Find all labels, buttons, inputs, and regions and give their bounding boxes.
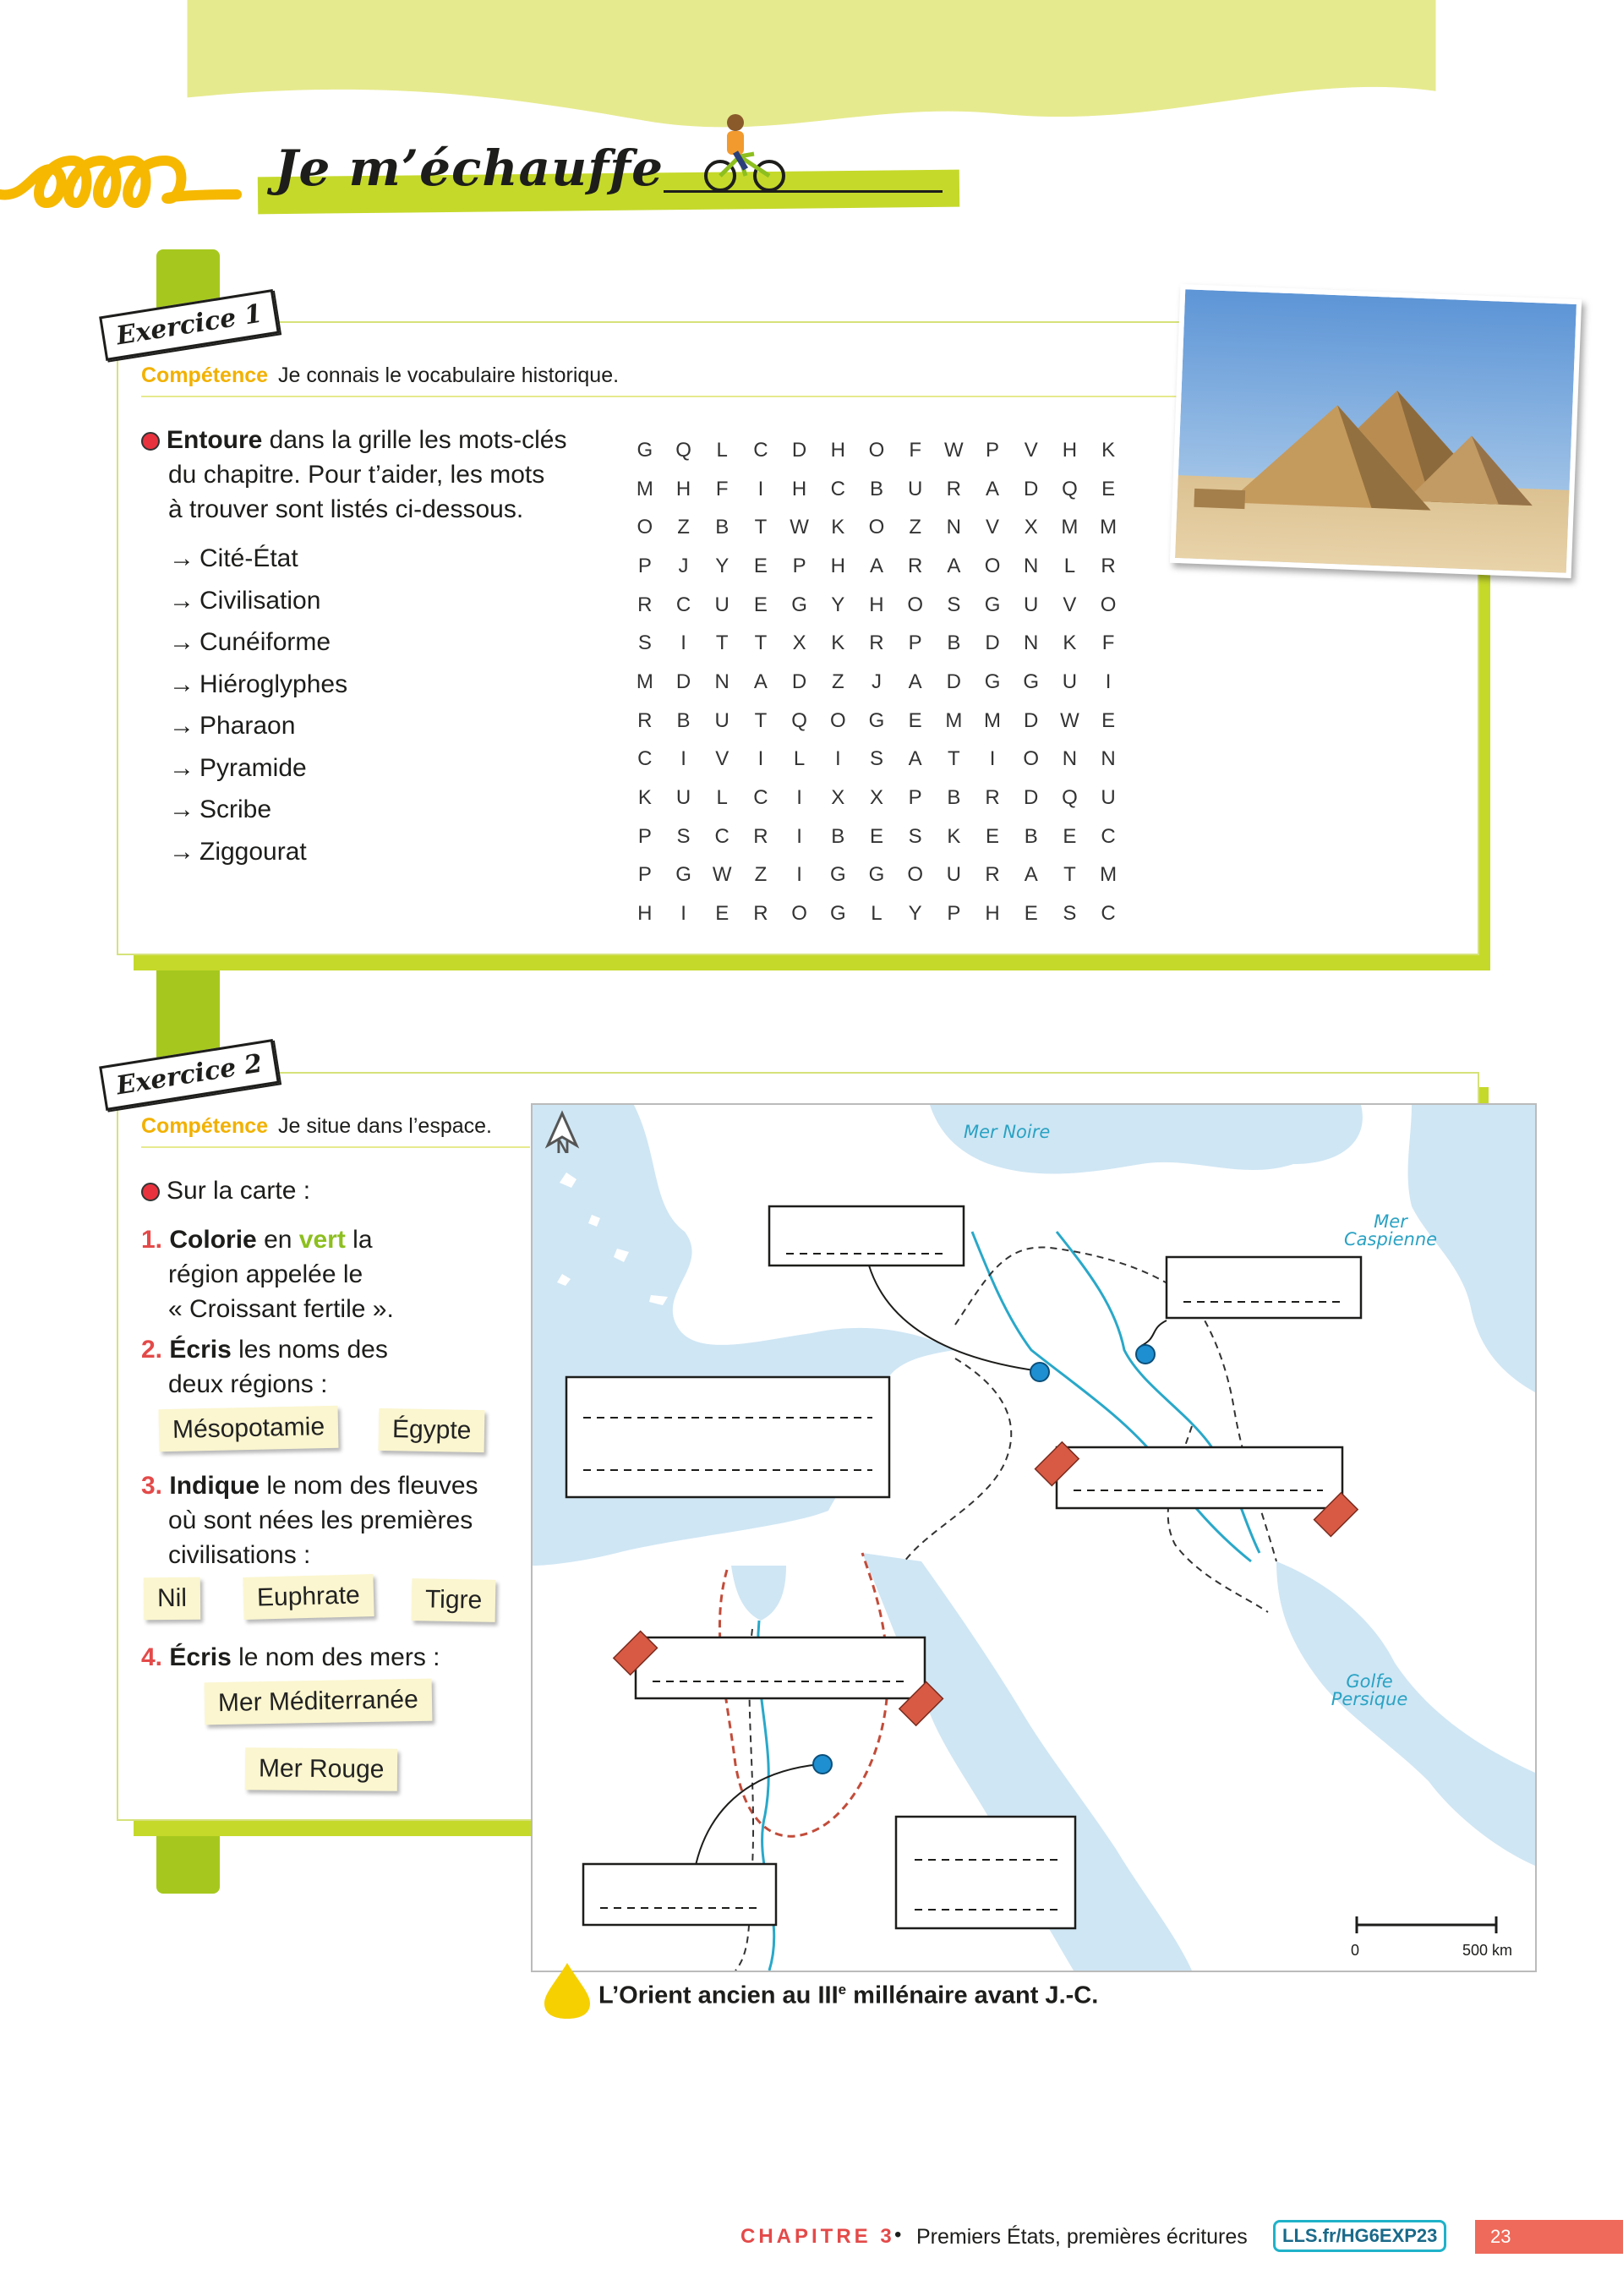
- grid-cell[interactable]: O: [907, 863, 923, 887]
- grid-cell[interactable]: E: [1101, 477, 1116, 500]
- grid-row: [626, 624, 1128, 663]
- grid-cell[interactable]: I: [796, 786, 802, 810]
- grid-cell[interactable]: D: [791, 438, 807, 462]
- grid-cell[interactable]: H: [985, 902, 1000, 926]
- grid-cell[interactable]: I: [680, 747, 686, 771]
- scale-min: 0: [1351, 1942, 1360, 1959]
- grid-cell[interactable]: C: [675, 593, 691, 616]
- word-list: [169, 544, 347, 879]
- list-item: [169, 795, 347, 838]
- grid-cell[interactable]: W: [1060, 708, 1079, 732]
- scale-bar: [1357, 1916, 1496, 1933]
- step-text: civilisations :: [168, 1541, 311, 1569]
- arrow-right-icon: →: [169, 670, 194, 698]
- grid-cell[interactable]: P: [908, 631, 922, 655]
- footer-chapter: CHAPITRE 3: [740, 2225, 895, 2248]
- step-verb: Colorie: [169, 1226, 257, 1254]
- grid-cell[interactable]: G: [637, 438, 653, 462]
- step-text: deux régions :: [168, 1370, 328, 1398]
- grid-cell[interactable]: U: [1101, 786, 1116, 810]
- grid-cell[interactable]: O: [868, 516, 885, 539]
- grid-cell[interactable]: W: [944, 438, 964, 462]
- grid-row: [626, 779, 1128, 817]
- green-word: vert: [298, 1226, 346, 1254]
- grid-cell[interactable]: F: [1101, 631, 1115, 655]
- cyclist-icon: [702, 110, 786, 194]
- grid-cell[interactable]: E: [753, 593, 768, 616]
- word-label: Scribe: [199, 795, 272, 823]
- grid-cell[interactable]: I: [796, 863, 802, 887]
- grid-cell[interactable]: H: [1062, 438, 1078, 462]
- grid-cell[interactable]: H: [675, 477, 691, 500]
- grid-cell[interactable]: S: [676, 824, 691, 848]
- step-text: région appelée le: [168, 1260, 363, 1288]
- grid-cell[interactable]: I: [680, 902, 686, 926]
- step-text: « Croissant fertile ».: [168, 1295, 394, 1323]
- grid-row: [626, 431, 1128, 470]
- word-label: Cunéiforme: [199, 628, 331, 656]
- grid-cell[interactable]: N: [1101, 747, 1116, 771]
- grid-cell[interactable]: C: [753, 786, 768, 810]
- map-caption: [598, 1982, 1098, 2010]
- grid-cell[interactable]: V: [715, 747, 730, 771]
- grid-cell[interactable]: L: [1063, 554, 1076, 577]
- grid-cell[interactable]: H: [830, 554, 845, 577]
- grid-cell[interactable]: M: [636, 477, 653, 500]
- grid-cell[interactable]: S: [637, 631, 652, 655]
- grid-cell[interactable]: A: [869, 554, 883, 577]
- footer-separator: •: [894, 2223, 902, 2246]
- grid-cell[interactable]: C: [637, 747, 653, 771]
- grid-cell[interactable]: D: [946, 670, 962, 693]
- grid-cell[interactable]: F: [909, 438, 921, 462]
- list-item: [169, 628, 347, 670]
- step-2: [141, 1332, 522, 1402]
- grid-cell[interactable]: I: [834, 747, 841, 771]
- grid-cell[interactable]: P: [986, 438, 1000, 462]
- word-label: Hiéroglyphes: [199, 670, 348, 698]
- grid-cell[interactable]: R: [753, 902, 768, 926]
- grid-cell[interactable]: Y: [831, 593, 845, 616]
- exercise1-instruction: [141, 423, 598, 527]
- instruction-line3: à trouver sont listés ci-dessous.: [168, 495, 524, 523]
- step-number: 4.: [141, 1643, 163, 1671]
- grid-cell[interactable]: C: [1101, 902, 1116, 926]
- grid-row: [626, 817, 1128, 856]
- exercise2-tag: Exercice 2: [99, 1039, 280, 1111]
- arrow-right-icon: →: [169, 712, 194, 740]
- grid-cell[interactable]: J: [871, 670, 882, 693]
- grid-cell[interactable]: Y: [908, 902, 922, 926]
- bullet-icon: [141, 432, 160, 451]
- grid-row: [626, 470, 1128, 509]
- arrow-right-icon: →: [169, 544, 194, 572]
- grid-cell[interactable]: M: [1100, 516, 1118, 539]
- grid-cell[interactable]: T: [754, 516, 768, 539]
- grid-cell[interactable]: U: [1062, 670, 1078, 693]
- grid-cell[interactable]: O: [829, 708, 846, 732]
- yellow-swirl-decoration: [0, 144, 245, 220]
- grid-cell[interactable]: L: [793, 747, 806, 771]
- word-label: Civilisation: [199, 586, 321, 615]
- competence-label: Compétence: [141, 364, 269, 387]
- step-3: [141, 1468, 530, 1572]
- grid-cell[interactable]: C: [714, 824, 730, 848]
- step-number: 1.: [141, 1226, 163, 1254]
- grid-cell[interactable]: R: [753, 824, 768, 848]
- grid-cell[interactable]: N: [1024, 554, 1039, 577]
- grid-cell[interactable]: D: [675, 670, 691, 693]
- caption-sup: e: [838, 1982, 847, 1998]
- grid-cell[interactable]: K: [947, 824, 961, 848]
- grid-cell[interactable]: N: [714, 670, 730, 693]
- list-item: [169, 712, 347, 754]
- grid-cell[interactable]: E: [869, 824, 883, 848]
- grid-cell[interactable]: H: [637, 902, 653, 926]
- grid-cell[interactable]: M: [984, 708, 1002, 732]
- footer-link[interactable]: LLS.fr/HG6EXP23: [1273, 2220, 1446, 2252]
- grid-row: [626, 547, 1128, 586]
- scale-max: 500 km: [1462, 1942, 1513, 1959]
- grid-cell[interactable]: U: [714, 593, 730, 616]
- grid-cell[interactable]: M: [636, 670, 653, 693]
- grid-row: [626, 702, 1128, 741]
- grid-cell[interactable]: V: [986, 516, 1000, 539]
- sticky-note-mediterranee[interactable]: Mer Méditerranée: [205, 1679, 433, 1725]
- list-item: [169, 670, 347, 713]
- grid-cell[interactable]: O: [1023, 747, 1040, 771]
- grid-cell[interactable]: J: [678, 554, 689, 577]
- step-text: le nom des fleuves: [260, 1472, 478, 1500]
- competence-divider: [141, 1146, 530, 1148]
- grid-cell[interactable]: A: [908, 670, 922, 693]
- grid-cell[interactable]: G: [984, 593, 1001, 616]
- grid-cell[interactable]: N: [946, 516, 962, 539]
- grid-cell[interactable]: A: [908, 747, 922, 771]
- north-label: N: [556, 1136, 570, 1157]
- grid-cell[interactable]: E: [986, 824, 1000, 848]
- grid-cell[interactable]: B: [947, 631, 961, 655]
- grid-cell[interactable]: G: [791, 593, 807, 616]
- map-label-black-sea: Mer Noire: [964, 1122, 1051, 1142]
- pyramids-photo: [1170, 284, 1582, 578]
- grid-cell[interactable]: R: [1101, 554, 1116, 577]
- grid-cell[interactable]: I: [680, 631, 686, 655]
- pyramids-image: [1175, 289, 1577, 573]
- competence-label: Compétence: [141, 1114, 269, 1138]
- grid-cell[interactable]: G: [984, 670, 1001, 693]
- grid-cell[interactable]: C: [1101, 824, 1116, 848]
- grid-cell[interactable]: R: [869, 631, 884, 655]
- page-title: Je m’échauffe: [275, 139, 664, 197]
- list-item: [169, 838, 347, 880]
- grid-cell[interactable]: Z: [831, 670, 844, 693]
- grid-cell[interactable]: M: [945, 708, 963, 732]
- arrow-right-icon: →: [169, 628, 194, 656]
- intro-text: Sur la carte :: [167, 1177, 311, 1205]
- instruction-line1: dans la grille les mots-clés: [262, 426, 567, 454]
- word-label: Pyramide: [199, 753, 307, 782]
- grid-cell[interactable]: T: [715, 631, 729, 655]
- grid-row: [626, 894, 1128, 933]
- step-verb: Indique: [169, 1472, 260, 1500]
- grid-cell[interactable]: E: [753, 554, 768, 577]
- grid-cell[interactable]: W: [712, 863, 732, 887]
- map-label-line: Golfe: [1346, 1671, 1393, 1692]
- step-verb: Écris: [169, 1336, 232, 1364]
- grid-cell[interactable]: I: [757, 477, 764, 500]
- grid-cell[interactable]: G: [868, 863, 885, 887]
- step-text: la: [345, 1226, 373, 1254]
- grid-cell[interactable]: P: [637, 554, 652, 577]
- grid-cell[interactable]: S: [908, 824, 922, 848]
- grid-row: [626, 741, 1128, 779]
- grid-cell[interactable]: H: [791, 477, 807, 500]
- grid-cell[interactable]: N: [1024, 631, 1039, 655]
- grid-cell[interactable]: D: [791, 670, 807, 693]
- grid-cell[interactable]: Y: [715, 554, 730, 577]
- grid-cell[interactable]: N: [1062, 747, 1078, 771]
- footer-subtitle: Premiers États, premières écritures: [916, 2225, 1248, 2249]
- grid-row: [626, 663, 1128, 702]
- list-item: [169, 544, 347, 587]
- grid-cell[interactable]: T: [1063, 863, 1076, 887]
- grid-cell[interactable]: K: [1063, 631, 1077, 655]
- competence-text: Je situe dans l’espace.: [278, 1114, 492, 1138]
- grid-cell[interactable]: U: [946, 863, 962, 887]
- grid-cell[interactable]: E: [908, 708, 922, 732]
- grid-cell[interactable]: K: [831, 631, 845, 655]
- grid-cell[interactable]: B: [676, 708, 691, 732]
- grid-cell[interactable]: U: [714, 708, 730, 732]
- grid-cell[interactable]: U: [1024, 593, 1039, 616]
- step-number: 2.: [141, 1336, 163, 1364]
- grid-cell[interactable]: B: [715, 516, 730, 539]
- grid-cell[interactable]: T: [754, 708, 768, 732]
- grid-cell[interactable]: T: [948, 747, 960, 771]
- step-verb: Écris: [169, 1643, 232, 1671]
- page-number: 23: [1475, 2220, 1623, 2254]
- sticky-note-nil[interactable]: Nil: [144, 1577, 200, 1621]
- grid-cell[interactable]: Z: [909, 516, 921, 539]
- grid-cell[interactable]: O: [1100, 593, 1117, 616]
- competence-divider: [141, 396, 1185, 397]
- grid-cell[interactable]: V: [1063, 593, 1077, 616]
- exercise1-competence: [141, 364, 619, 388]
- grid-cell[interactable]: K: [1101, 438, 1116, 462]
- grid-cell[interactable]: A: [986, 477, 1000, 500]
- grid-cell[interactable]: S: [1063, 902, 1077, 926]
- step-text: en: [256, 1226, 299, 1254]
- grid-cell[interactable]: Q: [1062, 786, 1078, 810]
- word-search-grid[interactable]: [626, 431, 1128, 933]
- grid-cell[interactable]: D: [1024, 477, 1039, 500]
- grid-cell[interactable]: G: [829, 902, 846, 926]
- arrow-right-icon: →: [169, 795, 194, 823]
- grid-cell[interactable]: P: [792, 554, 806, 577]
- word-label: Cité-État: [199, 544, 298, 572]
- grid-cell[interactable]: A: [753, 670, 768, 693]
- grid-cell[interactable]: Q: [791, 708, 807, 732]
- grid-cell[interactable]: E: [1024, 902, 1038, 926]
- exercise2-competence: [141, 1114, 492, 1139]
- grid-cell[interactable]: R: [985, 863, 1000, 887]
- grid-cell[interactable]: I: [757, 747, 764, 771]
- grid-cell[interactable]: T: [754, 631, 768, 655]
- grid-cell[interactable]: R: [637, 708, 653, 732]
- grid-cell[interactable]: K: [637, 786, 652, 810]
- grid-cell[interactable]: I: [1105, 670, 1112, 693]
- grid-cell[interactable]: M: [1100, 863, 1118, 887]
- grid-cell[interactable]: A: [1024, 863, 1038, 887]
- grid-cell[interactable]: I: [989, 747, 996, 771]
- grid-cell[interactable]: O: [907, 593, 923, 616]
- grid-cell[interactable]: G: [1023, 670, 1040, 693]
- grid-cell[interactable]: X: [1024, 516, 1038, 539]
- grid-cell[interactable]: G: [868, 708, 885, 732]
- map-container: [531, 1103, 1537, 1972]
- grid-cell[interactable]: W: [790, 516, 809, 539]
- caption-text-end: millénaire avant J.-C.: [846, 1982, 1099, 2009]
- grid-cell[interactable]: R: [985, 786, 1000, 810]
- grid-cell[interactable]: B: [831, 824, 845, 848]
- map-label-caspian: [1344, 1213, 1437, 1249]
- instruction-line2: du chapitre. Pour t’aider, les mots: [168, 461, 545, 489]
- grid-cell[interactable]: F: [715, 477, 729, 500]
- grid-cell[interactable]: O: [637, 516, 653, 539]
- step-text: les noms des: [231, 1336, 388, 1364]
- step-number: 3.: [141, 1472, 163, 1500]
- word-label: Pharaon: [199, 712, 296, 740]
- grid-cell[interactable]: G: [829, 863, 846, 887]
- drop-icon: [541, 1961, 593, 2020]
- grid-cell[interactable]: E: [1063, 824, 1077, 848]
- grid-cell[interactable]: X: [792, 631, 806, 655]
- caption-text: L’Orient ancien au III: [598, 1982, 839, 2009]
- grid-row: [626, 586, 1128, 625]
- step-4: [141, 1640, 530, 1675]
- grid-cell[interactable]: U: [675, 786, 691, 810]
- grid-cell[interactable]: Q: [675, 438, 691, 462]
- list-item: [169, 754, 347, 796]
- grid-cell[interactable]: Z: [754, 863, 768, 887]
- step-text: où sont nées les premières: [168, 1506, 473, 1534]
- grid-cell[interactable]: E: [715, 902, 730, 926]
- grid-cell[interactable]: H: [869, 593, 884, 616]
- grid-cell[interactable]: S: [947, 593, 961, 616]
- map-label-line: Persique: [1331, 1689, 1408, 1709]
- exercise1-tag: Exercice 1: [99, 289, 280, 361]
- grid-cell[interactable]: B: [1024, 824, 1038, 848]
- map-label-line: Caspienne: [1344, 1229, 1438, 1249]
- grid-cell[interactable]: C: [753, 438, 768, 462]
- grid-cell[interactable]: R: [637, 593, 653, 616]
- arrow-right-icon: →: [169, 837, 194, 866]
- grid-cell[interactable]: H: [830, 438, 845, 462]
- step-text: le nom des mers :: [231, 1643, 440, 1671]
- grid-cell[interactable]: B: [869, 477, 883, 500]
- grid-cell[interactable]: D: [1024, 786, 1039, 810]
- sticky-note-mer-rouge[interactable]: Mer Rouge: [245, 1747, 398, 1791]
- arrow-right-icon: →: [169, 586, 194, 615]
- list-item: [169, 587, 347, 629]
- grid-cell[interactable]: I: [796, 824, 802, 848]
- grid-cell[interactable]: D: [985, 631, 1000, 655]
- sticky-note-mesopotamie[interactable]: Mésopotamie: [158, 1406, 338, 1451]
- sticky-note-egypte[interactable]: Égypte: [379, 1408, 485, 1452]
- instruction-verb: Entoure: [167, 426, 263, 454]
- grid-cell[interactable]: Q: [1062, 477, 1078, 500]
- grid-cell[interactable]: P: [947, 902, 961, 926]
- map-label-persian-gulf: [1327, 1673, 1412, 1708]
- grid-cell[interactable]: A: [947, 554, 961, 577]
- grid-cell[interactable]: K: [831, 516, 845, 539]
- grid-cell[interactable]: B: [947, 786, 961, 810]
- word-label: Ziggourat: [199, 837, 307, 866]
- arrow-right-icon: →: [169, 753, 194, 782]
- grid-cell[interactable]: P: [908, 786, 922, 810]
- grid-cell[interactable]: X: [869, 786, 883, 810]
- grid-cell[interactable]: Z: [677, 516, 690, 539]
- grid-cell[interactable]: L: [716, 786, 728, 810]
- grid-row: [626, 856, 1128, 895]
- step-1: [141, 1222, 522, 1326]
- grid-cell[interactable]: R: [946, 477, 962, 500]
- competence-text: Je connais le vocabulaire historique.: [278, 364, 620, 387]
- grid-cell[interactable]: X: [831, 786, 845, 810]
- grid-cell[interactable]: L: [871, 902, 883, 926]
- grid-cell[interactable]: O: [868, 438, 885, 462]
- grid-cell[interactable]: C: [830, 477, 845, 500]
- grid-cell[interactable]: R: [907, 554, 923, 577]
- grid-row: [626, 508, 1128, 547]
- grid-cell[interactable]: L: [716, 438, 728, 462]
- grid-cell[interactable]: M: [1061, 516, 1079, 539]
- grid-cell[interactable]: U: [907, 477, 923, 500]
- grid-cell[interactable]: O: [791, 902, 807, 926]
- grid-cell[interactable]: D: [1024, 708, 1039, 732]
- grid-cell[interactable]: G: [675, 863, 691, 887]
- bullet-icon: [141, 1183, 160, 1201]
- map-label-line: Mer: [1374, 1211, 1407, 1232]
- grid-cell[interactable]: P: [637, 824, 652, 848]
- grid-cell[interactable]: V: [1024, 438, 1038, 462]
- grid-cell[interactable]: O: [984, 554, 1001, 577]
- ex2-intro: [141, 1173, 310, 1208]
- sticky-note-tigre[interactable]: Tigre: [412, 1578, 496, 1622]
- grid-cell[interactable]: S: [869, 747, 883, 771]
- sticky-note-euphrate[interactable]: Euphrate: [243, 1574, 374, 1620]
- grid-cell[interactable]: E: [1101, 708, 1116, 732]
- grid-cell[interactable]: P: [637, 863, 652, 887]
